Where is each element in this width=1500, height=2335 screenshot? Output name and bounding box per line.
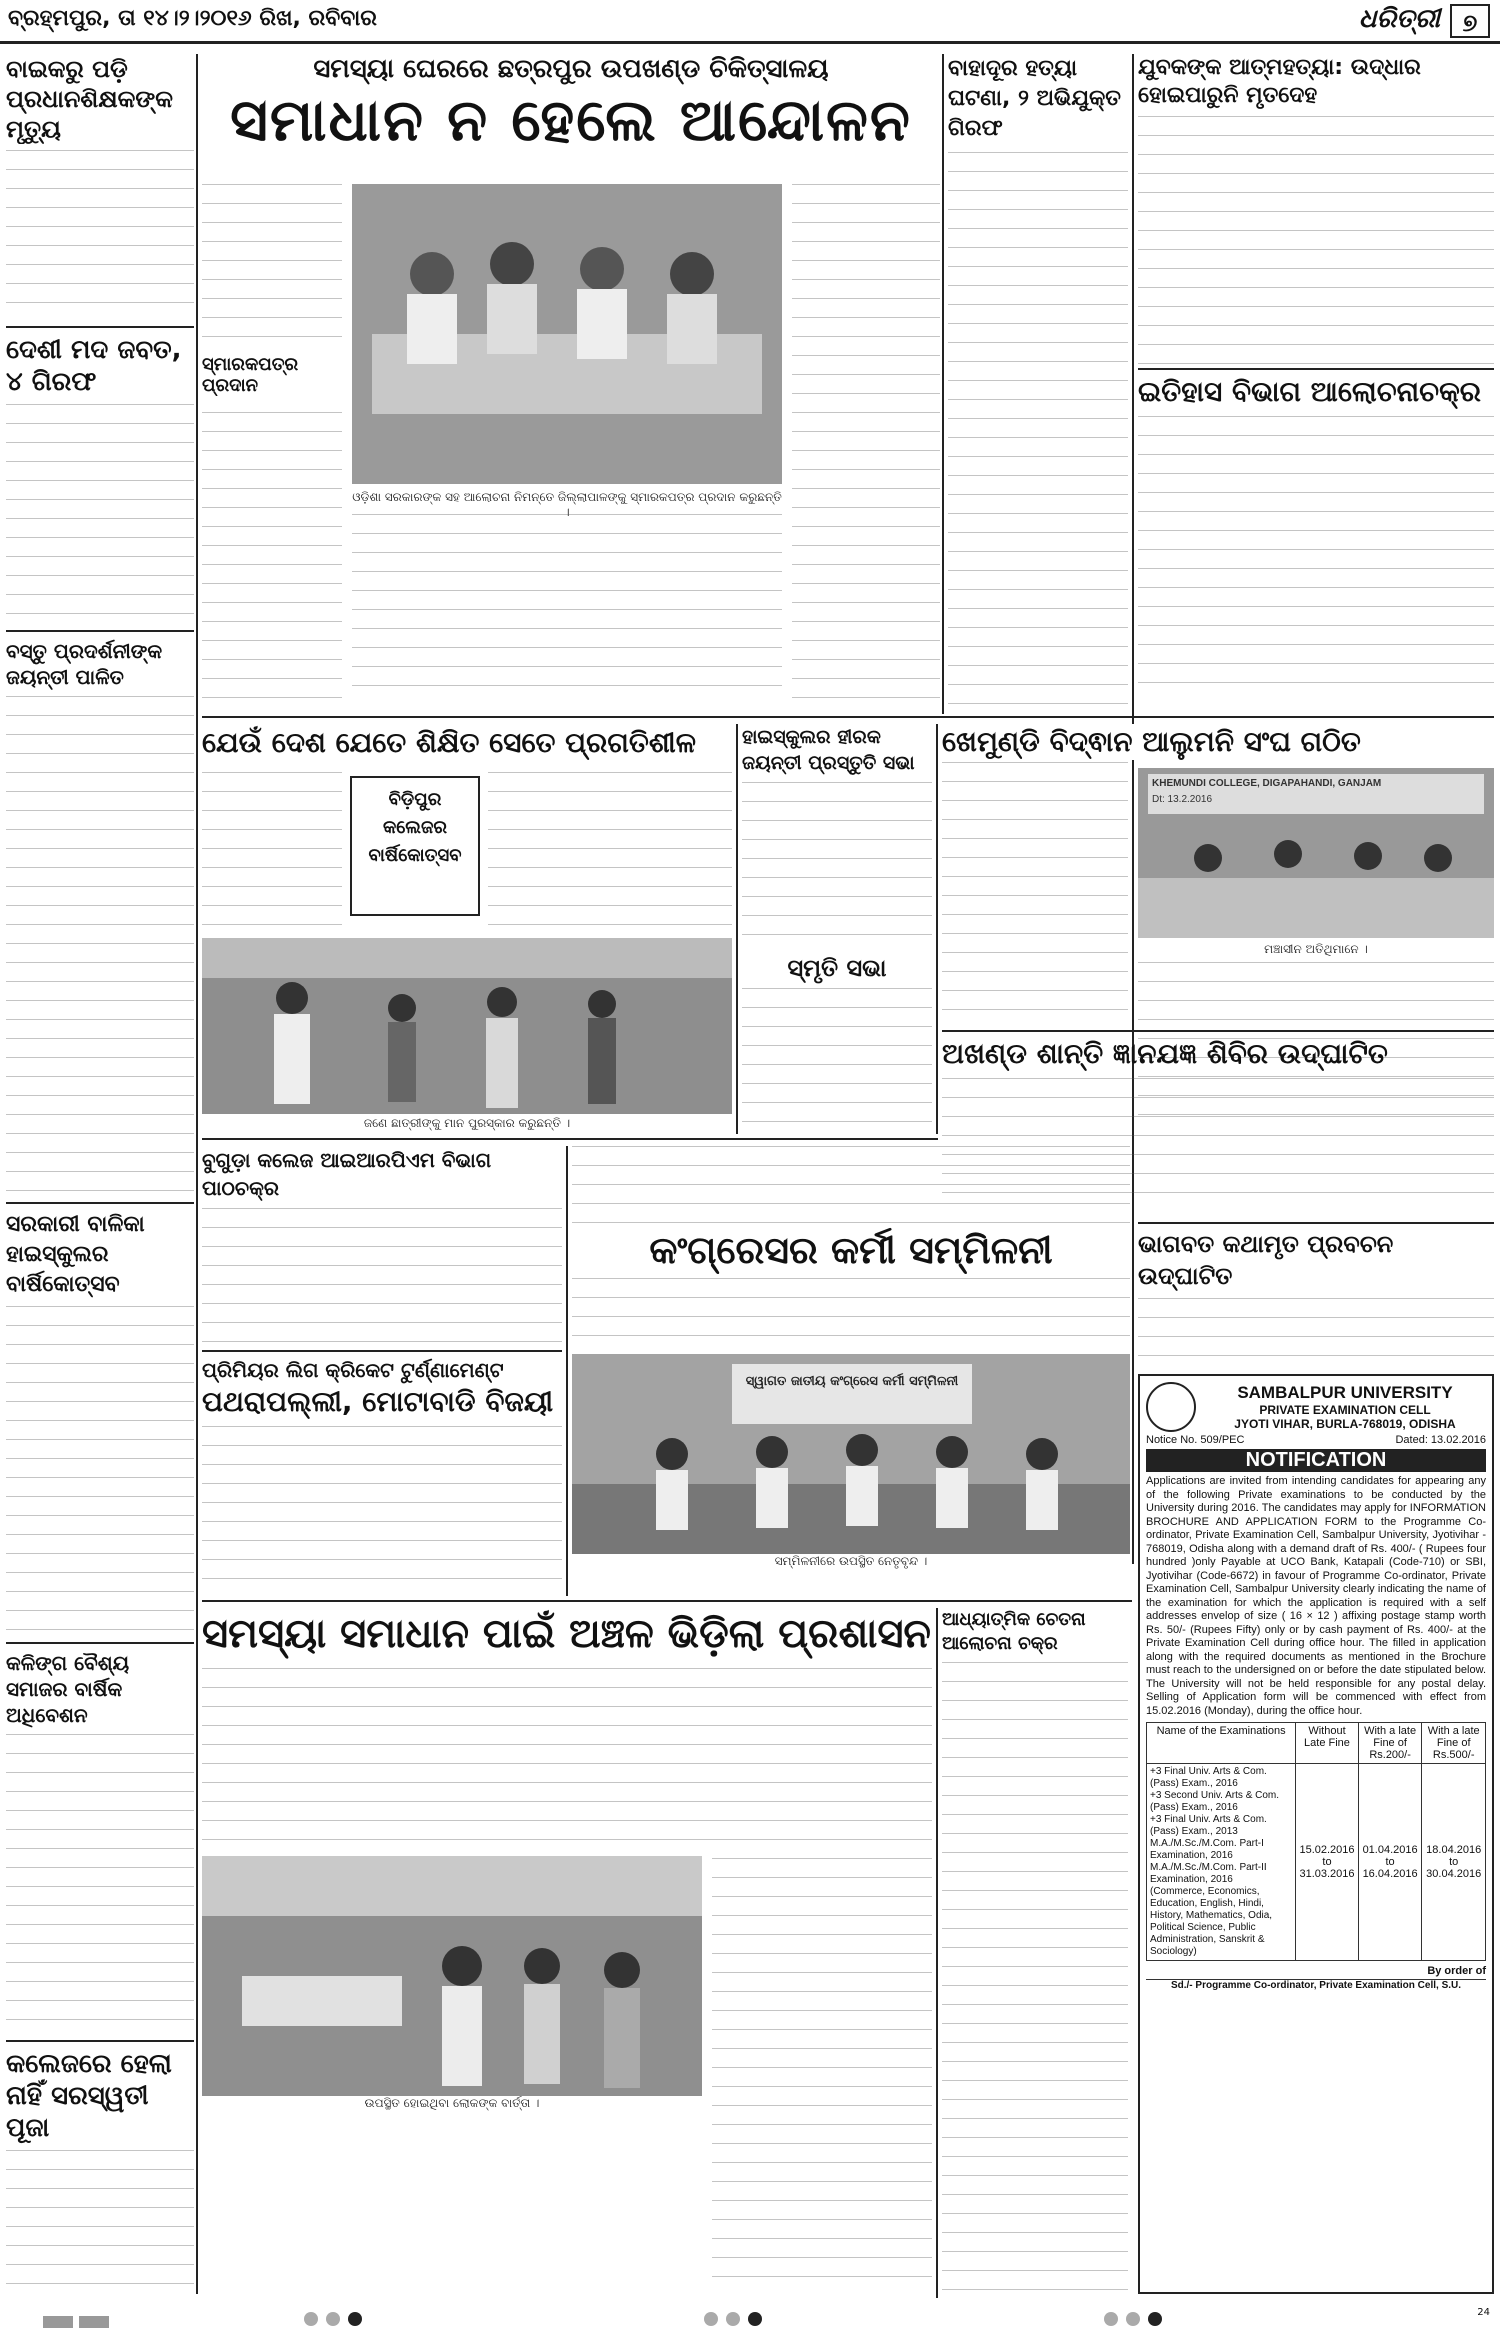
date-value: 15.02.2016 <box>1299 1844 1355 1856</box>
khemundi-photo <box>1138 768 1494 938</box>
youth-story <box>1138 54 1494 364</box>
headline-left6: କଲେଜରେ ହେଲା ନାହିଁ ସରସ୍ୱତୀ ପୂଜା <box>6 2049 172 2143</box>
article-body <box>942 1662 1128 2292</box>
left-column <box>6 54 194 2294</box>
educated-caption: ଜଣେ ଛାତ୍ରୀଙ୍କୁ ମାନ ପୁରସ୍କାର କରୁଛନ୍ତି । <box>363 1116 571 1130</box>
lead-caption: ଓଡ଼ିଶା ସରକାରଙ୍କ ସହ ଆଲୋଚନା ନିମନ୍ତେ ଜିଲ୍ଲାପାଳଙ୍କୁ ସ୍ମାରକପତ୍ର ପ୍ରଦାନ କରୁଛନ୍ତି । <box>352 490 782 519</box>
date-value: to <box>1385 1856 1395 1868</box>
column-rule <box>936 724 938 1134</box>
divider <box>202 716 1494 718</box>
article-body <box>202 1208 562 1346</box>
date-value: 30.04.2016 <box>1426 1868 1482 1880</box>
article-body <box>352 514 782 704</box>
notice-number: Notice No. 509/PEC <box>1146 1434 1245 1446</box>
lead-story <box>202 54 940 714</box>
registration-mark-icon <box>704 2312 718 2326</box>
history-headline: ଇତିହାସ ବିଭାଗ ଆଲୋଚନାଚକ୍ର <box>1138 375 1481 408</box>
registration-mark-icon <box>748 2312 762 2326</box>
table-header: With a late Fine of Rs.500/- <box>1422 1723 1486 1764</box>
date-cell <box>1358 1764 1422 1961</box>
exam-schedule-table <box>1146 1722 1486 1961</box>
exam-name: +3 Final Univ. Arts & Com. (Pass) Exam., 2013 <box>1150 1814 1267 1837</box>
khemundi-caption: ମଞ୍ଚାସୀନ ଅତିଥିମାନେ । <box>1264 942 1368 956</box>
admin-headline: ସମସ୍ୟା ସମାଧାନ ପାଇଁ ଅଞ୍ଚଳ ଭିଡ଼ିଲା ପ୍ରଶାସନ <box>202 1611 931 1657</box>
spiritual-story <box>942 1608 1128 2298</box>
notice-title: NOTIFICATION <box>1146 1449 1486 1472</box>
color-bar <box>79 2316 109 2328</box>
admin-photo <box>202 1856 702 2096</box>
column-rule <box>566 1146 568 1596</box>
masthead <box>0 0 1500 44</box>
khemundi-banner-date: Dt: 13.2.2016 <box>1152 794 1213 805</box>
exam-name: M.A./M.Sc./M.Com. Part-I Examination, 2016 <box>1150 1838 1264 1861</box>
youth-headline: ଯୁବକଙ୍କ ଆତ୍ମହତ୍ୟା: ଉଦ୍ଧାର ହୋଇପାରୁନି ମୃତଦେହ <box>1138 55 1421 108</box>
article-body <box>1138 416 1494 696</box>
article-body <box>792 184 940 704</box>
article-body <box>6 1734 194 2034</box>
article-body <box>948 152 1128 714</box>
college-badge <box>350 776 480 916</box>
congress-banner: ସ୍ୱାଗତ ଜାତୀୟ କଂଗ୍ରେସ କର୍ମୀ ସମ୍ମିଳନୀ <box>745 1374 959 1389</box>
page-number: ୭ <box>1450 4 1490 38</box>
column-rule <box>942 54 944 714</box>
date-value: 18.04.2016 <box>1426 1844 1482 1856</box>
congress-caption: ସମ୍ମିଳନୀରେ ଉପସ୍ଥିତ ନେତୃବୃନ୍ଦ । <box>774 1554 928 1568</box>
article-body <box>202 184 342 704</box>
paper-name: ଧରିତ୍ରୀ <box>1358 4 1440 34</box>
registration-mark-icon <box>326 2312 340 2326</box>
divider <box>1138 1222 1494 1224</box>
footer-page-ref: 24 <box>1477 2307 1490 2318</box>
cricket-headline: ପଥରାପଲ୍ଲୀ, ମୋଟାବାଡି ବିଜୟୀ <box>202 1385 554 1418</box>
university-seal-icon <box>1146 1382 1196 1432</box>
exam-list <box>1147 1764 1296 1961</box>
color-bar <box>43 2316 73 2328</box>
divider <box>6 2040 194 2042</box>
notice-date: Dated: 13.02.2016 <box>1395 1434 1486 1446</box>
date-cell <box>1296 1764 1359 1961</box>
date-value: to <box>1449 1856 1459 1868</box>
article-body <box>742 988 932 1134</box>
article-body <box>202 772 342 932</box>
bahadur-story <box>948 54 1128 714</box>
educated-headline: ଯେଉଁ ଦେଶ ଯେତେ ଶିକ୍ଷିତ ସେତେ ପ୍ରଗତିଶୀଳ <box>202 726 696 759</box>
lead-subhead: ସ୍ମାରକପତ୍ର ପ୍ରଦାନ <box>202 354 347 396</box>
khemundi-headline: ଖେମୁଣ୍ଡି ବିଦ୍ଵାନ ଆଲୁମନି ସଂଘ ଗଠିତ <box>942 724 1494 760</box>
exam-cell: PRIVATE EXAMINATION CELL <box>1259 1403 1431 1417</box>
article-body <box>6 150 194 320</box>
article-body <box>6 2150 194 2294</box>
registration-mark-icon <box>348 2312 362 2326</box>
university-notice <box>1138 1374 1494 2294</box>
headline-left1: ବାଇକରୁ ପଡ଼ି ପ୍ରଧାନଶିକ୍ଷକଙ୍କ ମୃତ୍ୟୁ <box>6 55 173 143</box>
admin-story <box>202 1608 932 2298</box>
exam-name: +3 Second Univ. Arts & Com. (Pass) Exam., 2016 <box>1150 1790 1280 1813</box>
divider <box>202 1600 1132 1602</box>
highschool-headline: ହାଇସ୍କୁଲର ହୀରକ ଜୟନ୍ତୀ ପ୍ରସ୍ତୁତି ସଭା <box>742 726 915 774</box>
congress-story <box>572 1146 1130 1596</box>
registration-mark-icon <box>1126 2312 1140 2326</box>
admin-caption: ଉପସ୍ଥିତ ହୋଇଥିବା ଲୋକଙ୍କ ବାର୍ତ୍ତା । <box>364 2096 540 2110</box>
table-header: Name of the Examinations <box>1147 1723 1296 1764</box>
article-body <box>6 404 194 624</box>
educated-story <box>202 724 732 1134</box>
divider <box>202 1138 938 1140</box>
cricket-story <box>202 1356 562 1596</box>
registration-mark-icon <box>1148 2312 1162 2326</box>
registration-mark-icon <box>304 2312 318 2326</box>
exam-name: M.A./M.Sc./M.Com. Part-II Examination, 2016 <box>1150 1862 1267 1885</box>
highschool-story <box>742 724 932 1134</box>
notice-body: Applications are invited from intending candidates for appearing any of the following Private examinations to be conducted by the University during 2016. The candidates may apply for INFORMATION BROCHURE AND APPLICATION FORM to the Programme Co-ordinator, Private Examination Cell, Sambalpur University, Jyotivihar - 768019, Odisha along with a demand draft of Rs. 400/- ( Rupees four hundred )only Payable at UCO Bank, Katapali (Code-710) or SBI, Jyotivihar (Code-6672) in favour of Programme Co-ordinator, Private Examination Cell, Sambalpur University clearly indicating the name of the examination for which the application is required with a self addresses envelop of size ( 16 × 12 ) affixing postage stamp worth Rs. 50/- (Rupees Fifty) only or by cash payment of Rs. 400/- at the Private Examination Cell during office hour. The filled in application along with the required documents as mentioned in the Brochure must reach to the undersigned on or before the date stipulated below. The University will not be held responsible for any postal delay. Selling of Application form will be commenced with effect from 15.02.2016 (Monday), during the office hour. <box>1146 1475 1486 1717</box>
cricket-kicker: ପ୍ରିମିୟର ଲିଗ କ୍ରିକେଟ ଟୁର୍ଣ୍ଣାମେଣ୍ଟ <box>202 1358 504 1382</box>
article-body <box>488 772 732 932</box>
article-body <box>1138 1298 1494 1368</box>
by-order: By order of <box>1427 1965 1486 1977</box>
divider <box>6 630 194 632</box>
university-address: JYOTI VIHAR, BURLA-768019, ODISHA <box>1234 1417 1456 1431</box>
history-story <box>1138 374 1494 714</box>
divider <box>1138 368 1494 370</box>
article-body <box>572 1278 1130 1348</box>
print-registration-strip <box>0 2305 1500 2335</box>
headline-left3: ବସ୍ତୁ ପ୍ରଦର୍ଶନୀଙ୍କ ଜୟନ୍ତୀ ପାଳିତ <box>6 639 163 689</box>
date-value: 16.04.2016 <box>1362 1868 1418 1880</box>
article-body <box>572 1146 1130 1226</box>
bhagabat-headline: ଭାଗବତ କଥାମୃତ ପ୍ରବଚନ ଉଦ୍‌ଘାଟିତ <box>1138 1230 1394 1290</box>
college-badge-text: ବିଡ଼ିପୁର କଲେଜର ବାର୍ଷିକୋତ୍ସବ <box>368 789 462 866</box>
date-value: 31.03.2016 <box>1299 1868 1355 1880</box>
lead-photo <box>352 184 782 484</box>
khemundi-banner: KHEMUNDI COLLEGE, DIGAPAHANDI, GANJAM <box>1152 778 1382 789</box>
memorial-headline: ସ୍ମୃତି ସଭା <box>787 954 887 982</box>
congress-photo <box>572 1354 1130 1554</box>
column-rule <box>736 724 738 1134</box>
article-body <box>202 1426 562 1586</box>
article-body <box>712 1858 932 2278</box>
article-body <box>202 1668 932 1848</box>
divider <box>942 1030 1494 1032</box>
educated-photo <box>202 938 732 1114</box>
divider <box>6 326 194 328</box>
divider <box>202 1350 562 1352</box>
article-body <box>6 1306 194 1636</box>
table-header: With a late Fine of Rs.200/- <box>1358 1723 1422 1764</box>
congress-headline: କଂଗ୍ରେସର କର୍ମୀ ସମ୍ମିଳନୀ <box>649 1228 1053 1272</box>
university-name: SAMBALPUR UNIVERSITY <box>1237 1383 1453 1402</box>
bhagabat-story <box>1138 1228 1494 1368</box>
lead-kicker: ସମସ୍ୟା ଘେରରେ ଛତ୍ରପୁର ଉପଖଣ୍ଡ ଚିକିତ୍ସାଳୟ <box>313 54 829 84</box>
table-header: Without Late Fine <box>1296 1723 1359 1764</box>
bugura-story <box>202 1146 562 1346</box>
signatory: Sd./- Programme Co-ordinator, Private Examination Cell, S.U. <box>1146 1979 1486 1991</box>
registration-mark-icon <box>726 2312 740 2326</box>
column-rule <box>196 54 198 2294</box>
bugura-headline: ବୁଗୁଡ଼ା କଲେଜ ଆଇଆରପିଏମ ବିଭାଗ ପାଠଚକ୍ର <box>202 1148 492 1200</box>
headline-left5: କଳିଙ୍ଗ ବୈଶ୍ୟ ସମାଜର ବାର୍ଷିକ ଅଧିବେଶନ <box>6 1651 130 1727</box>
registration-mark-icon <box>1104 2312 1118 2326</box>
divider <box>6 1642 194 1644</box>
column-rule <box>936 1608 938 2298</box>
exam-name: (Commerce, Economics, Education, English, Hindi, History, Mathematics, Odia, Political Science, Public Administration, Sanskrit & Sociology) <box>1150 1886 1273 1957</box>
date-value: 01.04.2016 <box>1362 1844 1418 1856</box>
lead-headline: ସମାଧାନ ନ ହେଲେ ଆନ୍ଦୋଳନ <box>230 86 912 154</box>
spiritual-headline: ଆଧ୍ୟାତ୍ମିକ ଚେତନା ଆଲୋଚନା ଚକ୍ର <box>942 1609 1086 1654</box>
date-cell <box>1422 1764 1486 1961</box>
bahadur-headline: ବାହାଦୂର ହତ୍ୟା ଘଟଣା, ୨ ଅଭିଯୁକ୍ତ ଗିରଫ <box>948 56 1121 141</box>
date-value: to <box>1322 1856 1332 1868</box>
article-body <box>742 782 932 952</box>
article-body <box>1138 116 1494 364</box>
divider <box>6 1202 194 1204</box>
exam-name: +3 Final Univ. Arts & Com. (Pass) Exam., 2016 <box>1150 1766 1267 1789</box>
headline-left4: ସରକାରୀ ବାଳିକା ହାଇସ୍କୁଲର ବାର୍ଷିକୋତ୍ସବ <box>6 1212 145 1297</box>
article-body <box>6 696 194 1196</box>
akhanda-headline: ଅଖଣ୍ଡ ଶାନ୍ତି ଜ୍ଞାନଯଜ୍ଞ ଶିବିର ଉଦ୍‌ଘାଟିତ <box>942 1037 1388 1070</box>
dateline: ବ୍ରହ୍ମପୁର, ତା ୧୪।୨।୨୦୧୬ ରିଖ, ରବିବାର <box>8 6 377 31</box>
headline-left2: ଦେଶୀ ମଦ ଜବତ, ୪ ଗିରଫ <box>6 335 182 397</box>
